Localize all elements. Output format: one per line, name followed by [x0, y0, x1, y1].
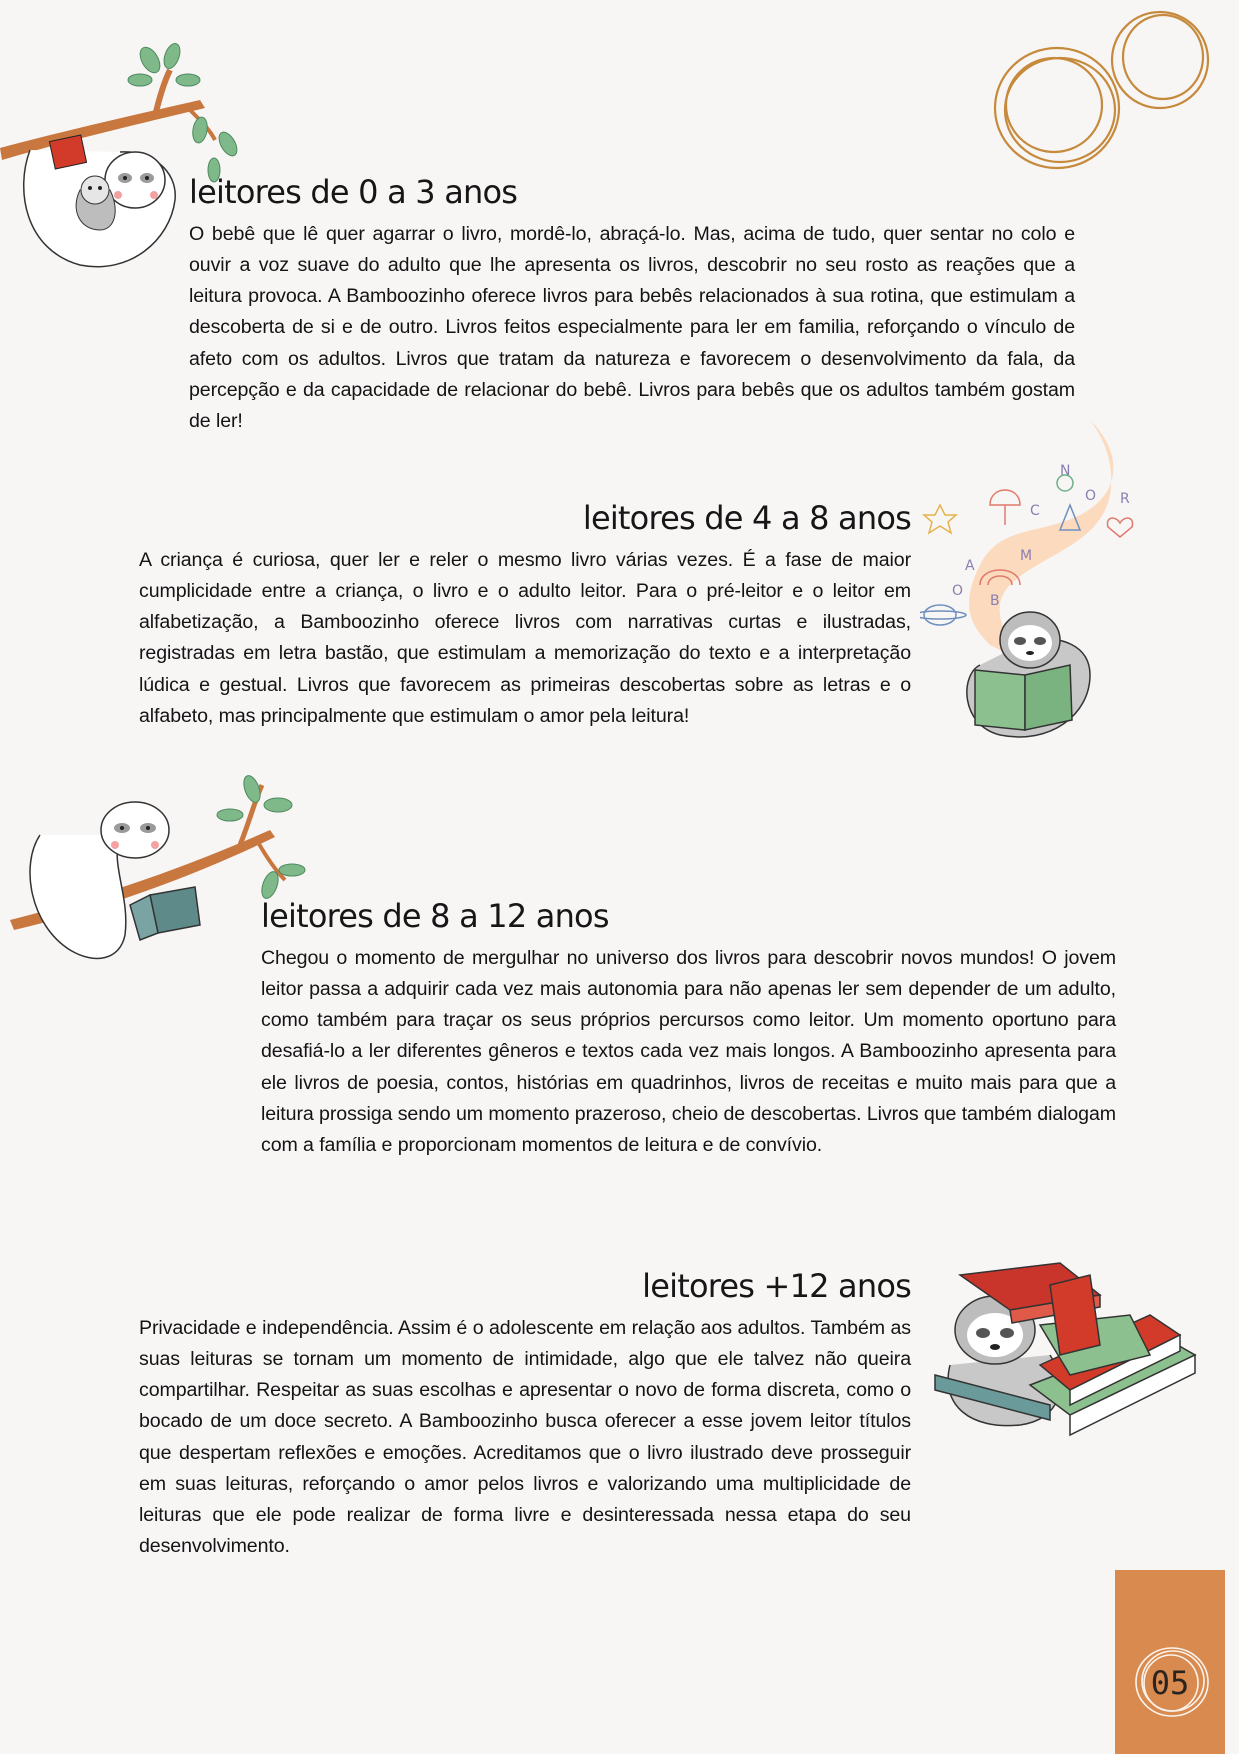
sloth-reading-magic-book-icon	[920, 415, 1140, 745]
sloth-under-books-icon	[930, 1255, 1200, 1455]
decorative-circles-icon	[970, 0, 1239, 200]
section-8-12	[261, 898, 1116, 1161]
svg-text:N: N	[1060, 463, 1071, 479]
section-0-3	[189, 174, 1075, 437]
section-body: O bebê que lê quer agarrar o livro, mordê-lo, abraçá-lo. Mas, acima de tudo, quer sentar no colo e ouvir a voz suave do adulto que lhe apresenta os livros, descobrir no seu rosto as reações que a leitura provoca. A Bamboozinho oferece livros para bebês relacionados à sua rotina, que estimulam a descoberta de si e de outro. Livros feitos especialmente para ler em familia, reforçando o vínculo de afeto com os adultos. Livros que tratam da natureza e favorecem o desenvolvimento da fala, da percepção e da capacidade de relacionar do bebê. Livros para bebês que os adultos também gostam de ler!	[189, 222, 1075, 433]
section-12-plus	[139, 1268, 911, 1562]
section-title: leitores +12 anos	[642, 1267, 911, 1305]
section-title: leitores de 0 a 3 anos	[189, 173, 518, 211]
svg-text:A: A	[965, 558, 975, 574]
svg-text:O: O	[952, 583, 964, 599]
section-body: Chegou o momento de mergulhar no universo dos livros para descobrir novos mundos! O jovem leitor passa a adquirir cada vez mais autonomia para não apenas ler sem depender de um adulto, como também para traçar os seus próprios percursos como leitor. Um momento oportuno para desafiá-lo a ler diferentes gêneros e textos cada vez mais longos. A Bamboozinho apresenta para ele livros de poesia, contos, histórias em quadrinhos, livros de receitas e muito mais para que a leitura prossiga sendo um momento prazeroso, cheio de descobertas. Livros que também dialogam com a família e proporcionam momentos de leitura e de convívio.	[261, 946, 1116, 1157]
svg-text:R: R	[1120, 491, 1130, 507]
svg-text:B: B	[990, 593, 1000, 609]
section-body: Privacidade e independência. Assim é o adolescente em relação aos adultos. Também as suas leituras se tornam um momento de intimidade, algo que ele talvez não queira compartilhar. Respeitar as suas escolhas e apresentar o novo de forma discreta, como o bocado de um doce secreto. A Bamboozinho busca oferecer a esse jovem leitor títulos que despertam reflexões e emoções. Acreditamos que o livro ilustrado deve prosseguir em suas leituras, reforçando o amor pelos livros e valorizando uma multiplicidade de leituras que ele pode realizar de forma livre e desinteressada nessa etapa do seu desenvolvimento.	[139, 1316, 911, 1558]
section-title: leitores de 8 a 12 anos	[261, 897, 609, 935]
svg-text:M: M	[1020, 548, 1033, 564]
section-title: leitores de 4 a 8 anos	[582, 499, 911, 537]
svg-text:O: O	[1085, 488, 1097, 504]
section-body: A criança é curiosa, quer ler e reler o mesmo livro várias vezes. É a fase de maior cumplicidade entre a criança, o livro e o adulto leitor. Para o pré-leitor e o leitor em alfabetização, a Bamboozinho oferece livros com narrativas curtas e ilustradas, registradas em letra bastão, que estimulam a memorização do texto e a interpretação lúdica e gestual. Livros que favorecem as primeiras descobertas sobre as letras e o alfabeto, mas principalmente que estimulam o amor pela leitura!	[139, 548, 911, 727]
section-4-8	[139, 500, 911, 732]
page-number: 05	[1150, 1664, 1190, 1702]
svg-text:C: C	[1030, 503, 1040, 519]
